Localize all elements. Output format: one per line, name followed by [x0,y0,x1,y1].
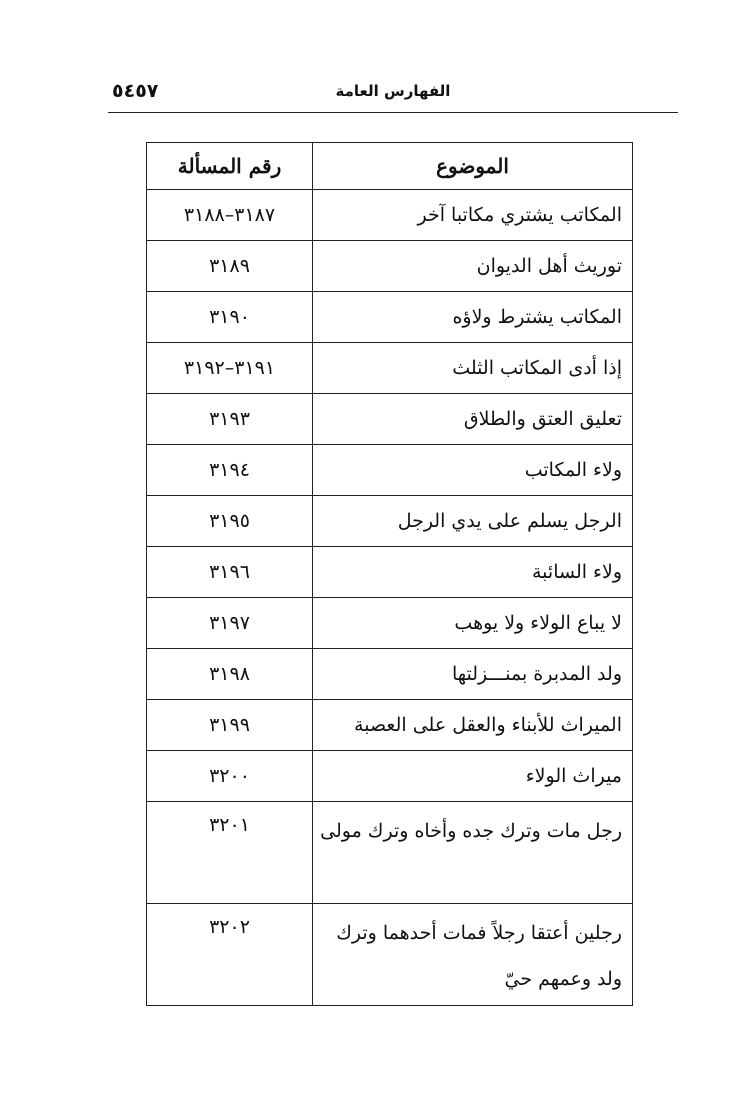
topic-cell: ولاء السائبة [313,547,633,598]
table-row [147,547,633,598]
table-row [147,751,633,802]
topic-cell: ميراث الولاء [313,751,633,802]
topic-cell: المكاتب يشترط ولاؤه [313,292,633,343]
index-table [146,142,633,1006]
issue-number-cell: ٣٢٠٠ [147,751,313,802]
table-row [147,649,633,700]
topic-cell: الرجل يسلم على يدي الرجل [313,496,633,547]
page-header [108,78,678,113]
issue-number-cell: ٣١٩٦ [147,547,313,598]
topic-cell: لا يباع الولاء ولا يوهب [313,598,633,649]
topic-cell: المكاتب يشتري مكاتبا آخر [313,190,633,241]
table-row [147,241,633,292]
table-row [147,190,633,241]
column-header-topic: الموضوع [313,143,633,190]
issue-number-cell: ٣١٨٧–٣١٨٨ [147,190,313,241]
topic-cell: إذا أدى المكاتب الثلث [313,343,633,394]
table-row [147,343,633,394]
topic-cell: تعليق العتق والطلاق [313,394,633,445]
table-row [147,394,633,445]
table-row [147,292,633,343]
issue-number-cell: ٣١٩٩ [147,700,313,751]
table-header-row [147,143,633,190]
issue-number-cell: ٣١٩٣ [147,394,313,445]
issue-number-cell: ٣١٩٤ [147,445,313,496]
topic-cell: رجلين أعتقا رجلاً فمات أحدهما وترك ولد وعمهم حيّ [313,904,633,1006]
running-title: الفهارس العامة [335,82,451,100]
table-row [147,598,633,649]
topic-cell: رجل مات وترك جده وأخاه وترك مولى [313,802,633,904]
topic-cell: ولد المدبرة بمنـــزلتها [313,649,633,700]
topic-cell: ولاء المكاتب [313,445,633,496]
topic-cell: توريث أهل الديوان [313,241,633,292]
table-row [147,904,633,1006]
issue-number-cell: ٣١٩٥ [147,496,313,547]
issue-number-cell: ٣١٩٨ [147,649,313,700]
issue-number-cell: ٣٢٠٢ [147,904,313,1006]
issue-number-cell: ٣١٩١–٣١٩٢ [147,343,313,394]
issue-number-cell: ٣١٩٧ [147,598,313,649]
issue-number-cell: ٣١٨٩ [147,241,313,292]
table-row [147,802,633,904]
page-number: ٥٤٥٧ [112,80,159,102]
issue-number-cell: ٣٢٠١ [147,802,313,904]
issue-number-cell: ٣١٩٠ [147,292,313,343]
table-row [147,445,633,496]
column-header-issue-number: رقم المسألة [147,143,313,190]
table-row [147,700,633,751]
table-row [147,496,633,547]
topic-cell: الميراث للأبناء والعقل على العصبة [313,700,633,751]
